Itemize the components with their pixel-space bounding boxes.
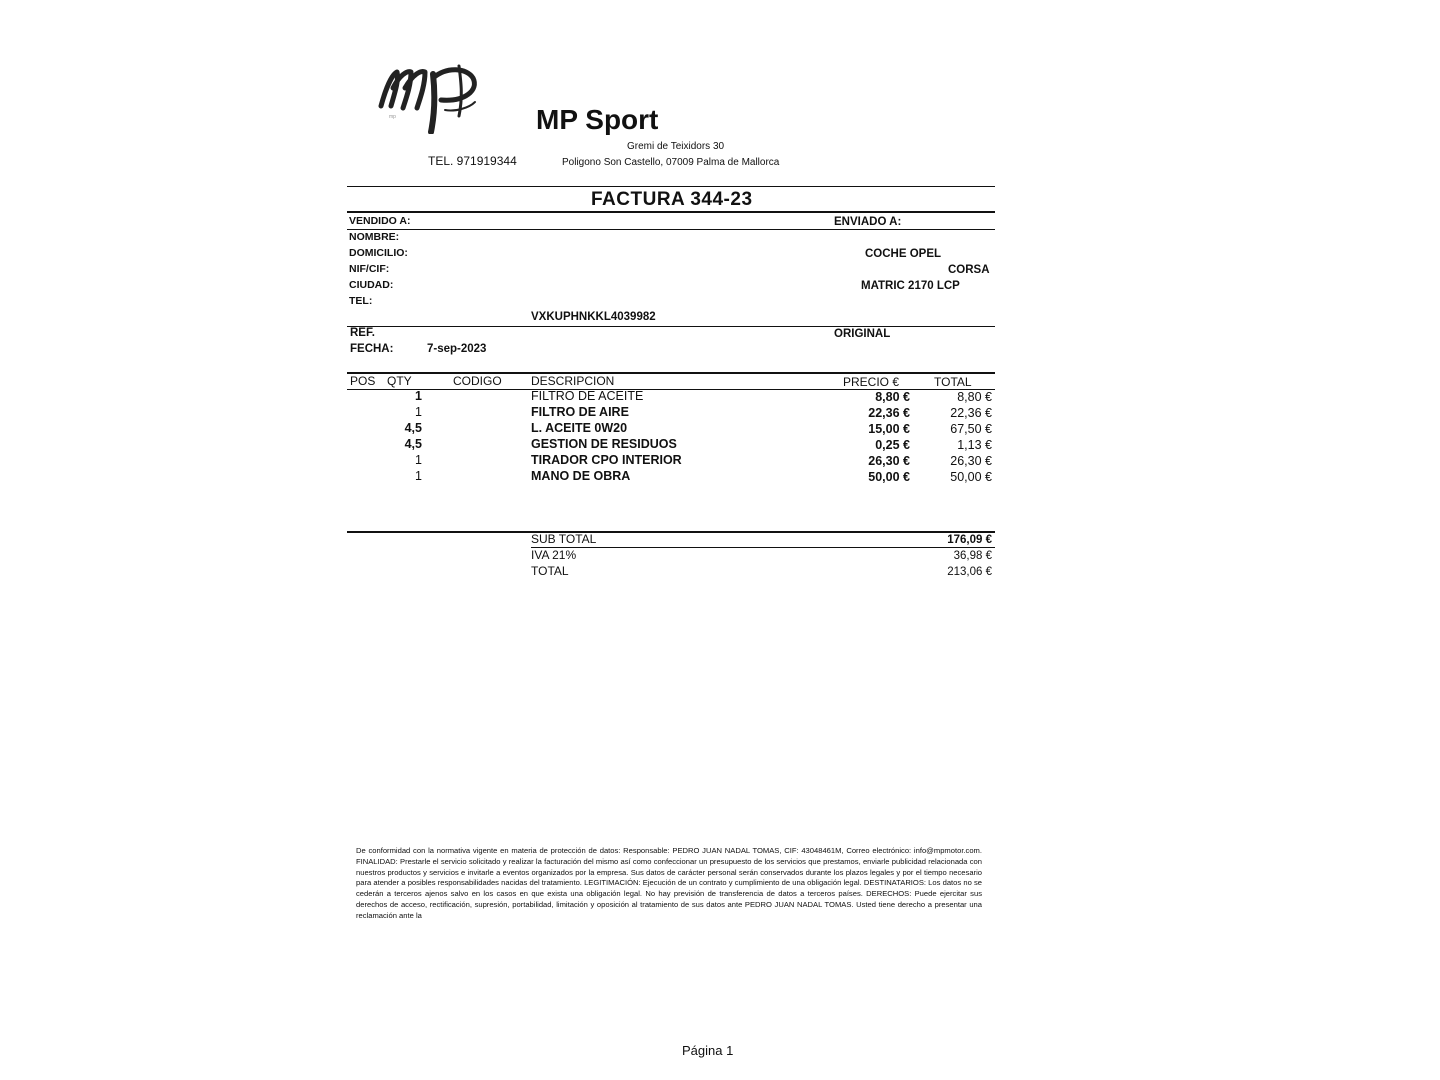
row-qty: 4,5 [404,421,422,435]
divider [347,372,995,374]
company-name: MP Sport [536,104,659,135]
col-codigo: CODIGO [453,374,502,388]
ship-line2: CORSA [948,264,990,276]
row-qty: 1 [415,469,422,483]
total-value: 213,06 € [947,566,992,578]
address-line1: Gremi de Teixidors 30 [627,141,725,152]
row-price: 15,00 € [868,422,910,436]
company-tel: TEL. 971919344 [428,154,517,168]
row-qty: 1 [415,405,422,419]
row-desc: GESTION DE RESIDUOS [531,437,677,451]
logo-text: mp [389,114,396,120]
tel-label: TEL: [349,295,373,307]
nif-label: NIF/CIF: [349,263,390,275]
divider [531,547,995,548]
invoice-title: FACTURA 344-23 [591,189,753,210]
domicilio-label: DOMICILIO: [349,247,408,259]
enviado-label: ENVIADO A: [834,216,902,228]
ciudad-label: CIUDAD: [349,279,394,291]
divider [347,229,995,230]
divider [347,186,995,187]
vin: VXKUPHNKKL4039982 [531,311,656,323]
col-qty: QTY [387,374,412,388]
original-label: ORIGINAL [834,328,891,340]
row-total: 26,30 € [950,454,992,468]
mp-logo [375,62,500,134]
row-qty: 1 [415,389,422,403]
row-desc: TIRADOR CPO INTERIOR [531,453,682,467]
row-desc: MANO DE OBRA [531,469,631,483]
col-descripcion: DESCRIPCION [531,374,615,388]
legal-notice: De conformidad con la normativa vigente en materia de protección de datos: Responsable: PEDRO JUAN NADAL TOMAS, CIF: 43048461M, Correo electrónico: info@mpmotor.com. FINALIDAD: Prestarle el servicio solicitado y realizar la facturación del mismo así como confeccionar un presupuesto de los servicios que prestamos, enviarle publicidad relacionada con nuestros productos y servicios e invitarle a eventos organizados por la empresa. Sus datos de carácter personal serán conservados durante los plazos legales y por el tiempo necesario para atender a posibles responsabilidades nacidas del tratamiento. LEGITIMACIÓN: Ejecución de un contrato y cumplimiento de una obligación legal. DESTINATARIOS: Los datos no se cederán a terceros ajenos salvo en los casos en que exista una obligación legal. No hay previsión de transferencia de datos a terceros países. DERECHOS: Puede ejercitar sus derechos de acceso, rectificación, supresión, portabilidad, limitación y oposición al tratamiento de sus datos ante PEDRO JUAN NADAL TOMAS. Usted tiene derecho a presentar una reclamación ante la [356,846,982,920]
divider [347,326,995,327]
row-price: 26,30 € [868,454,910,468]
divider [347,211,995,213]
ship-line3: MATRIC 2170 LCP [861,280,960,292]
row-price: 50,00 € [868,470,910,484]
row-price: 0,25 € [875,438,910,452]
vendido-label: VENDIDO A: [349,215,411,227]
col-pos: POS [350,374,376,388]
fecha-value: 7-sep-2023 [427,343,487,355]
row-desc: FILTRO DE AIRE [531,405,629,419]
divider [347,531,995,533]
fecha-label: FECHA: [350,343,394,355]
col-precio: PRECIO € [843,375,900,389]
nombre-label: NOMBRE: [349,231,400,243]
row-total: 22,36 € [950,406,992,420]
row-total: 8,80 € [957,390,992,404]
row-total: 1,13 € [957,438,992,452]
row-qty: 4,5 [404,437,422,451]
iva-label: IVA 21% [531,548,577,562]
ref-label: REF. [350,327,375,339]
row-desc: FILTRO DE ACEITE [531,389,644,403]
total-label: TOTAL [531,564,569,578]
row-desc: L. ACEITE 0W20 [531,421,628,435]
row-total: 50,00 € [950,470,992,484]
row-price: 8,80 € [875,390,910,404]
ship-line1: COCHE OPEL [865,248,942,260]
page-number: Página 1 [682,1043,734,1058]
row-total: 67,50 € [950,422,992,436]
col-total: TOTAL [934,375,972,389]
address-line2: Poligono Son Castello, 07009 Palma de Mallorca [562,157,780,168]
row-price: 22,36 € [868,406,910,420]
iva-value: 36,98 € [953,550,992,562]
row-qty: 1 [415,453,422,467]
subtotal-value: 176,09 € [947,534,992,546]
subtotal-label: SUB TOTAL [531,532,597,546]
